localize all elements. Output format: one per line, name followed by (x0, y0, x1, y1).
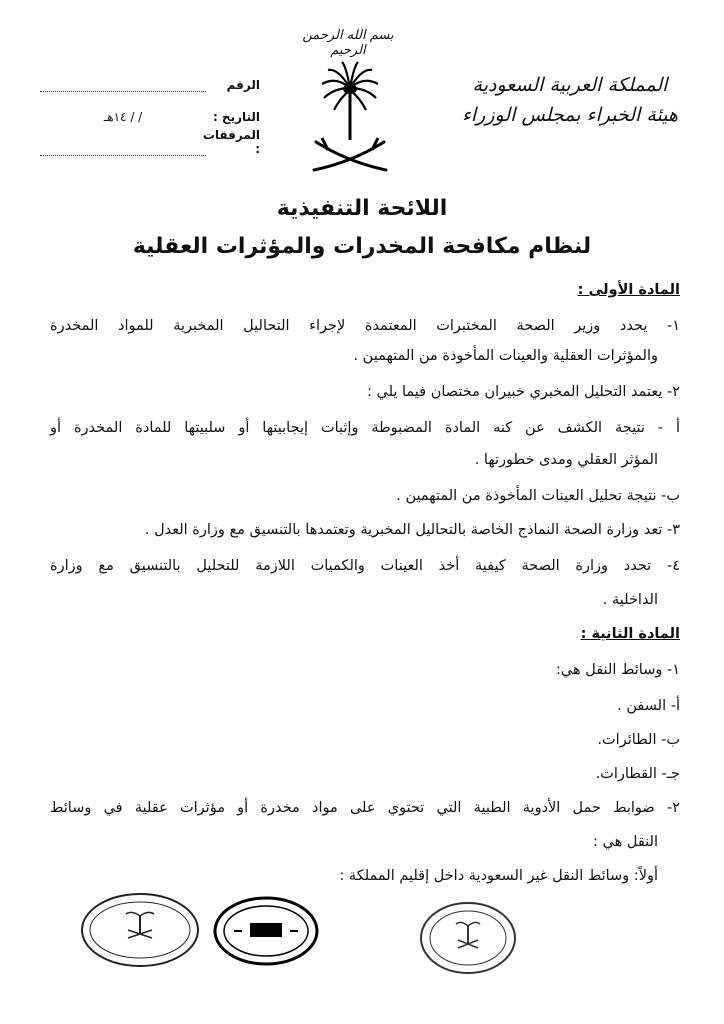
article-2-clause-1: ١- وسائط النقل هي: (556, 662, 680, 678)
date-label: التاريخ : (212, 110, 260, 124)
article-1-item-a-cont: المؤثر العقلي ومدى خطورتها . (474, 452, 658, 468)
article-1-item-b: ب- نتيجة تحليل العينات المأخوذة من المتهمين . (396, 488, 680, 504)
article-1-clause-4-cont: الداخلية . (602, 592, 658, 608)
article-2-item-b: ب- الطائرات. (597, 732, 680, 748)
article-2-heading: المادة الثانية : (580, 626, 680, 642)
date-field (40, 92, 260, 124)
number-field (40, 60, 260, 92)
document-title: اللائحة التنفيذية (276, 196, 448, 221)
seal-experts-commission (78, 890, 202, 970)
ministry-body: هيئة الخبراء بمجلس الوزراء (461, 104, 679, 126)
article-1-clause-1-cont: والمؤثرات العقلية والعينات المأخوذة من المتهمين . (353, 348, 658, 364)
attachments-field (40, 124, 260, 156)
basmala: بسم الله الرحمن الرحيم (302, 28, 394, 58)
article-2-item-a: أ- السفن . (617, 698, 680, 714)
article-1-item-a: أ - نتيجة الكشف عن كنه المادة المضبوطة وإثبات إيجابيتها أو سلبيتها للمادة المخدرة أو (50, 420, 680, 436)
article-2-first: أولاً: وسائط النقل غير السعودية داخل إقليم المملكة : (339, 868, 658, 884)
article-1-heading: المادة الأولى : (577, 282, 680, 298)
seal-cabinet-secretariat (418, 900, 518, 976)
article-1-clause-2: ٢- يعتمد التحليل المخبري خبيران مختصان فيما يلي : (366, 384, 680, 400)
number-label: الرقم (226, 78, 260, 92)
article-1-clause-4: ٤- تحدد وزارة الصحة كيفية أخذ العينات والكميات اللازمة للتحليل بالتنسيق مع وزارة (50, 558, 680, 574)
document-subtitle: لنظام مكافحة المخدرات والمؤثرات العقلية (132, 234, 592, 259)
date-value: / / ١٤هـ (103, 110, 143, 124)
article-1-clause-1: ١- يحدد وزير الصحة المختبرات المعتمدة لإجراء التحاليل المخبرية للمواد المخدرة (50, 318, 680, 334)
article-1-clause-3: ٣- تعد وزارة الصحة النماذج الخاصة بالتحاليل المخبرية وتعتمدها بالتنسيق مع وزارة العدل . (144, 522, 680, 538)
reference-fields (40, 60, 260, 156)
saudi-emblem-icon (308, 58, 392, 178)
ministry-country: المملكة العربية السعودية (472, 74, 668, 96)
article-2-clause-2: ٢- ضوابط حمل الأدوية الطبية التي تحتوي على مواد مخدرة أو مؤثرات عقلية في وسائط (50, 800, 680, 816)
attachments-label: المرفقات : (202, 128, 260, 156)
article-2-item-c: جـ- القطارات. (595, 766, 680, 782)
ministry-header (450, 70, 690, 130)
seal-true-copy (212, 895, 320, 967)
article-2-clause-2-cont: النقل هي : (593, 834, 658, 850)
